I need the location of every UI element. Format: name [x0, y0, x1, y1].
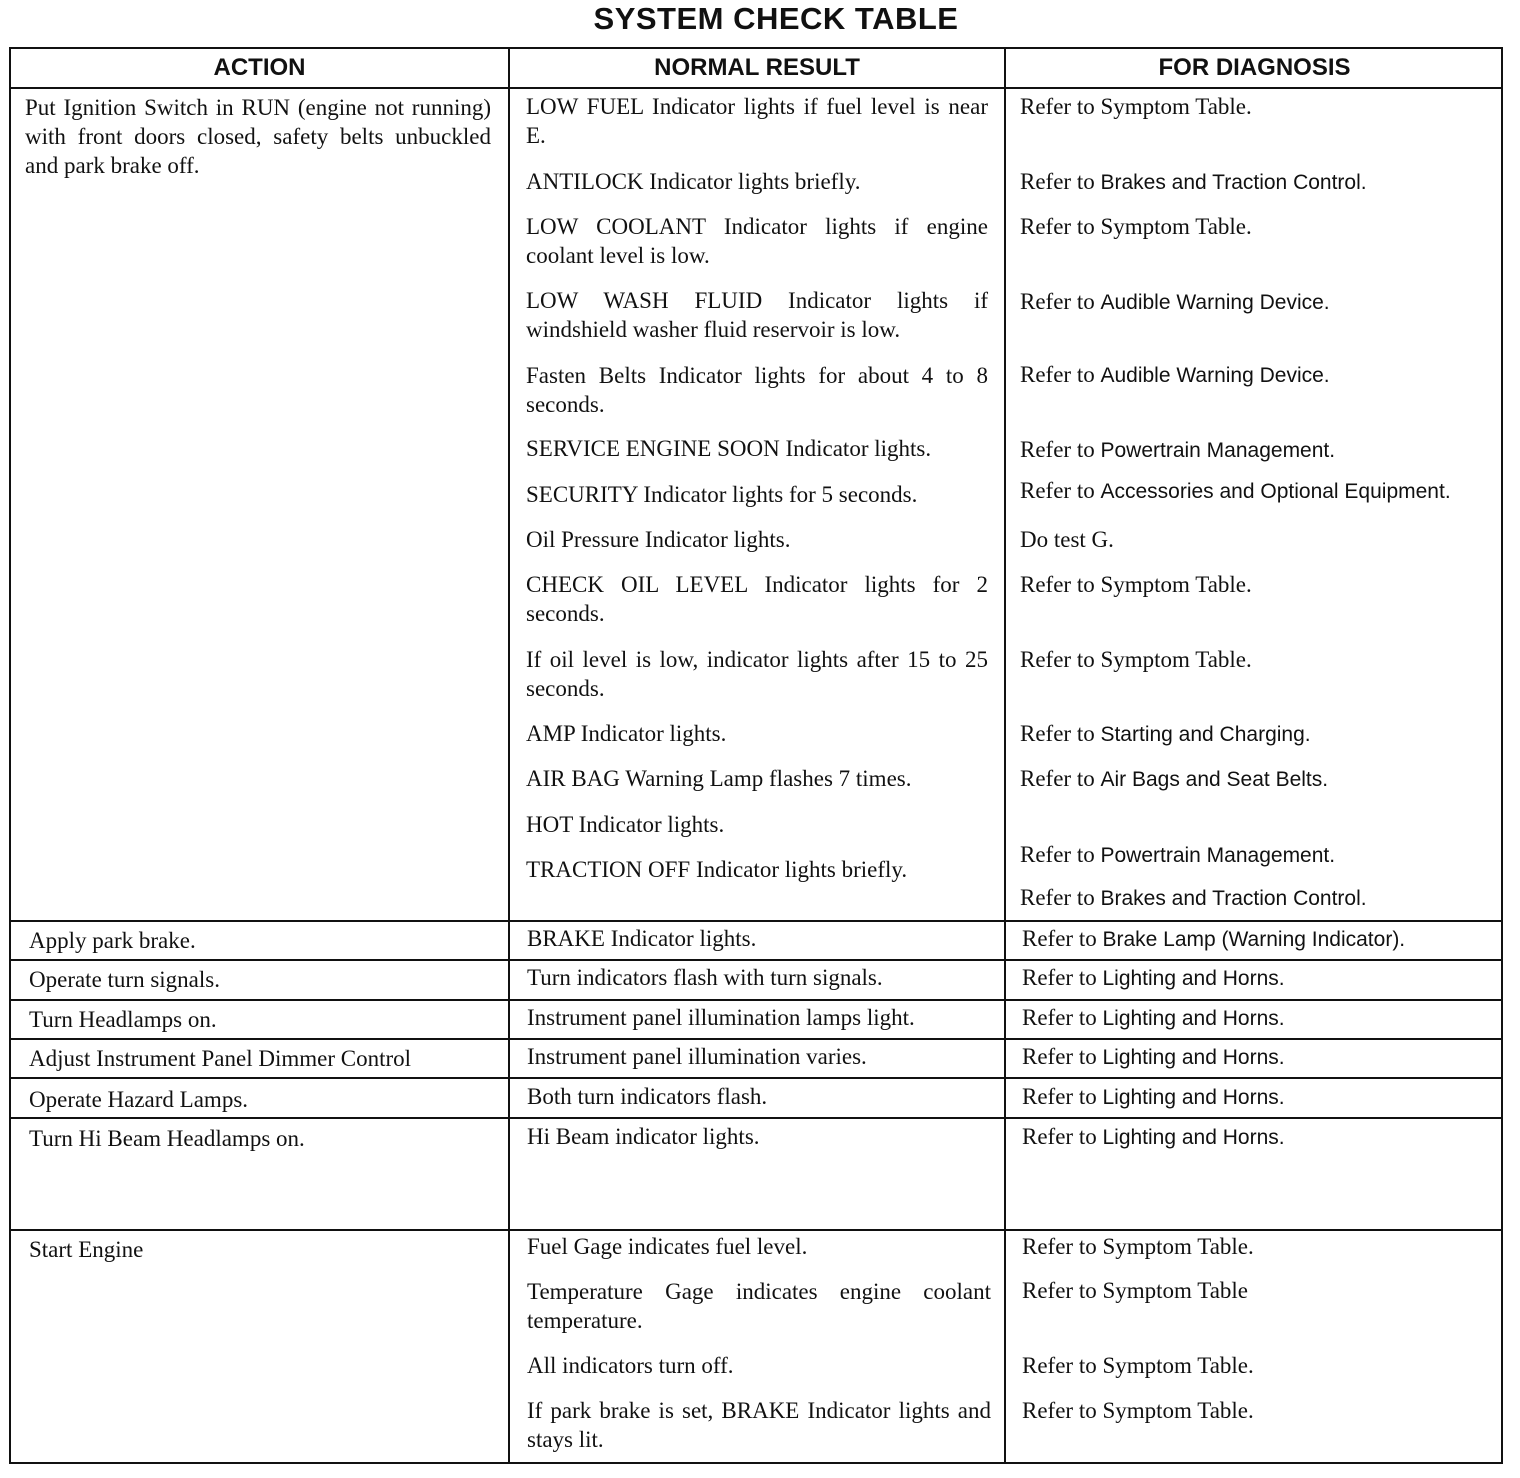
diagnosis-ref: Lighting and Horns. — [1102, 1126, 1285, 1149]
action-cell: Start Engine — [29, 1237, 144, 1262]
diagnosis-lead: Refer to — [1022, 965, 1097, 990]
row-divider — [9, 959, 1503, 961]
diagnosis-cell — [1020, 167, 1490, 196]
diagnosis-lead: Refer to — [1022, 1124, 1097, 1149]
action-cell: Operate Hazard Lamps. — [29, 1087, 249, 1112]
diagnosis-lead: Refer to — [1020, 647, 1095, 672]
diagnosis-cell — [1020, 645, 1490, 674]
result-cell: Instrument panel illumination varies. — [527, 1044, 867, 1069]
diagnosis-lead: Refer to — [1020, 842, 1095, 867]
diagnosis-lead: Refer to — [1020, 169, 1095, 194]
diagnosis-lead: Refer to — [1020, 721, 1095, 746]
page-title: SYSTEM CHECK TABLE — [593, 1, 959, 36]
row-divider — [9, 920, 1503, 922]
diagnosis-cell: Refer to Symptom Table — [1022, 1278, 1249, 1303]
row-divider — [9, 999, 1503, 1001]
diagnosis-ref: Audible Warning Device. — [1100, 291, 1330, 314]
result-cell: All indicators turn off. — [527, 1353, 734, 1378]
action-cell: Put Ignition Switch in RUN (engine not running) with front doors closed, safety belts unbuckled and park brake off. — [25, 95, 491, 178]
diagnosis-cell — [1020, 764, 1490, 793]
diagnosis-ref: Brakes and Traction Control. — [1100, 887, 1367, 910]
diagnosis-ref: Brake Lamp (Warning Indicator). — [1102, 928, 1406, 951]
diagnosis-ref: Brakes and Traction Control. — [1100, 171, 1367, 194]
result-cell: If park brake is set, BRAKE Indicator lights and stays lit. — [527, 1398, 991, 1452]
result-cell: ANTILOCK Indicator lights briefly. — [526, 169, 861, 194]
result-cell: Fuel Gage indicates fuel level. — [527, 1234, 808, 1259]
action-cell: Adjust Instrument Panel Dimmer Control — [29, 1046, 412, 1071]
result-cell: If oil level is low, indicator lights after 15 to 25 seconds. — [526, 647, 988, 701]
result-cell: LOW WASH FLUID Indicator lights if windshield washer fluid reservoir is low. — [526, 288, 988, 342]
diagnosis-cell — [1020, 525, 1490, 554]
diagnosis-cell — [1022, 1082, 1500, 1111]
diagnosis-cell: Refer to Symptom Table. — [1022, 1234, 1254, 1259]
column-divider — [1004, 47, 1006, 1464]
diagnosis-lead: Refer to — [1020, 289, 1095, 314]
diagnosis-lead: Refer to — [1020, 214, 1095, 239]
diagnosis-ref: Symptom Table. — [1100, 647, 1252, 672]
diagnosis-lead: Refer to — [1022, 1005, 1097, 1030]
diagnosis-cell: Refer to Symptom Table. — [1022, 1398, 1254, 1423]
diagnosis-cell — [1020, 92, 1490, 121]
row-divider — [9, 87, 1503, 89]
header-normal-result: NORMAL RESULT — [654, 54, 860, 81]
diagnosis-ref: Accessories and Optional Equipment. — [1100, 480, 1451, 503]
action-cell: Apply park brake. — [29, 928, 196, 953]
row-divider — [9, 1038, 1503, 1040]
diagnosis-cell — [1020, 287, 1490, 316]
diagnosis-lead: Refer to — [1020, 885, 1095, 910]
diagnosis-cell — [1020, 212, 1490, 241]
diagnosis-lead: Refer to — [1020, 94, 1095, 119]
result-cell: CHECK OIL LEVEL Indicator lights for 2 seconds. — [526, 572, 988, 626]
diagnosis-ref: Lighting and Horns. — [1102, 1086, 1285, 1109]
diagnosis-ref: Symptom Table. — [1100, 572, 1252, 597]
result-cell: HOT Indicator lights. — [526, 812, 725, 837]
diagnosis-ref: Audible Warning Device. — [1100, 364, 1330, 387]
diagnosis-ref: Lighting and Horns. — [1102, 967, 1285, 990]
diagnosis-cell — [1020, 840, 1490, 869]
result-cell: LOW FUEL Indicator lights if fuel level is near E. — [526, 94, 988, 148]
diagnosis-ref: Symptom Table. — [1100, 214, 1252, 239]
header-diagnosis: FOR DIAGNOSIS — [1158, 54, 1351, 81]
result-cell: Both turn indicators flash. — [527, 1084, 768, 1109]
action-cell: Operate turn signals. — [29, 967, 220, 992]
result-cell: AIR BAG Warning Lamp flashes 7 times. — [526, 766, 912, 791]
diagnosis-cell — [1022, 1042, 1500, 1071]
diagnosis-cell: Refer to Symptom Table. — [1022, 1353, 1254, 1378]
diagnosis-lead: Refer to — [1020, 766, 1095, 791]
diagnosis-ref: Symptom Table. — [1100, 94, 1252, 119]
result-cell: LOW COOLANT Indicator lights if engine coolant level is low. — [526, 214, 988, 268]
diagnosis-lead: Refer to — [1020, 478, 1095, 503]
diagnosis-ref: Powertrain Management. — [1100, 844, 1336, 867]
result-cell: Turn indicators flash with turn signals. — [527, 965, 883, 990]
result-cell: Oil Pressure Indicator lights. — [526, 527, 791, 552]
result-cell: TRACTION OFF Indicator lights briefly. — [526, 857, 908, 882]
result-cell: BRAKE Indicator lights. — [527, 926, 757, 951]
result-cell: Hi Beam indicator lights. — [527, 1124, 760, 1149]
diagnosis-ref: Lighting and Horns. — [1102, 1046, 1285, 1069]
row-divider — [9, 1077, 1503, 1079]
diagnosis-lead: Refer to — [1020, 362, 1095, 387]
diagnosis-lead: Do test G. — [1020, 527, 1114, 552]
diagnosis-lead: Refer to — [1022, 1044, 1097, 1069]
result-cell: Temperature Gage indicates engine coolant temperature. — [527, 1279, 991, 1333]
column-divider — [508, 47, 510, 1464]
result-cell: AMP Indicator lights. — [526, 721, 727, 746]
diagnosis-ref: Powertrain Management. — [1100, 439, 1336, 462]
diagnosis-cell — [1022, 1122, 1500, 1151]
diagnosis-cell — [1022, 1003, 1500, 1032]
result-cell: Instrument panel illumination lamps light. — [527, 1005, 915, 1030]
row-divider — [9, 1229, 1503, 1231]
action-cell: Turn Hi Beam Headlamps on. — [29, 1126, 305, 1151]
diagnosis-cell — [1020, 883, 1490, 912]
diagnosis-cell — [1020, 719, 1490, 748]
diagnosis-lead: Refer to — [1020, 572, 1095, 597]
diagnosis-ref: Lighting and Horns. — [1102, 1007, 1285, 1030]
diagnosis-lead: Refer to — [1020, 437, 1095, 462]
diagnosis-lead: Refer to — [1022, 1084, 1097, 1109]
result-cell: SECURITY Indicator lights for 5 seconds. — [526, 482, 918, 507]
diagnosis-cell — [1022, 924, 1500, 953]
diagnosis-cell — [1020, 435, 1490, 464]
row-divider — [9, 1117, 1503, 1119]
result-cell: SERVICE ENGINE SOON Indicator lights. — [526, 436, 932, 461]
diagnosis-cell — [1020, 570, 1490, 599]
diagnosis-cell — [1020, 480, 1490, 503]
diagnosis-cell — [1020, 360, 1490, 389]
result-cell: Fasten Belts Indicator lights for about 4 to 8 seconds. — [526, 363, 988, 417]
diagnosis-cell — [1022, 963, 1500, 992]
diagnosis-lead: Refer to — [1022, 926, 1097, 951]
diagnosis-ref: Air Bags and Seat Belts. — [1100, 768, 1329, 791]
action-cell: Turn Headlamps on. — [29, 1007, 217, 1032]
header-action: ACTION — [213, 54, 306, 81]
diagnosis-ref: Starting and Charging. — [1100, 723, 1311, 746]
